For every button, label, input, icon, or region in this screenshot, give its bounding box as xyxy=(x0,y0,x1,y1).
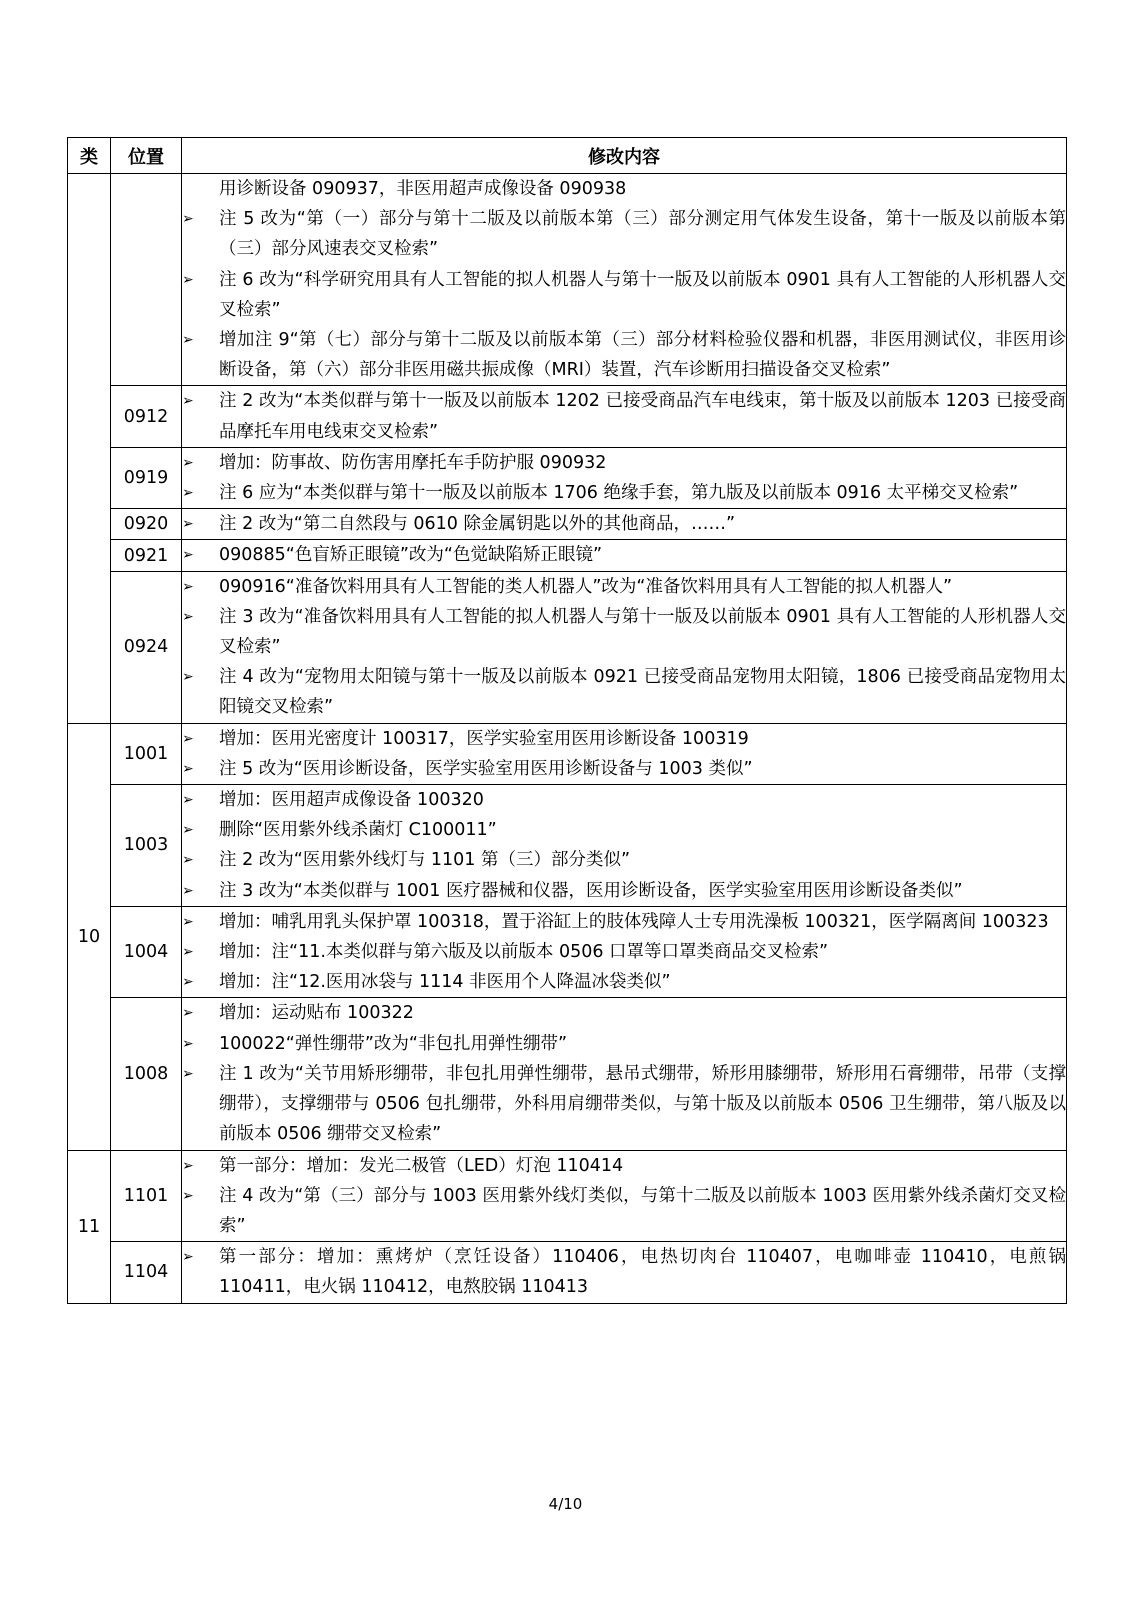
content-cell xyxy=(182,723,1067,784)
position-cell: 0924 xyxy=(111,571,182,723)
arrow-bullet-icon: ➢ xyxy=(182,332,194,349)
content-cell xyxy=(182,998,1067,1150)
arrow-bullet-icon: ➢ xyxy=(182,485,194,502)
arrow-bullet-icon: ➢ xyxy=(182,882,194,899)
list-item xyxy=(182,1242,1066,1302)
item-text: 增加：注“11.本类似群与第六版及以前版本 0506 口罩等口罩类商品交叉检索” xyxy=(219,942,829,963)
arrow-bullet-icon: ➢ xyxy=(182,1005,194,1022)
item-text: 增加：医用超声成像设备 100320 xyxy=(219,790,484,811)
amendment-table xyxy=(67,137,1067,1304)
item-text: 第一部分：增加：熏烤炉（烹饪设备）110406，电热切肉台 110407，电咖啡壶 110410，电煎锅 110411，电火锅 110412，电熬胶锅 110413 xyxy=(219,1247,1066,1298)
item-text: 注 4 改为“宠物用太阳镜与第十一版及以前版本 0921 已接受商品宠物用太阳镜，1806 已接受商品宠物用太阳镜交叉检索” xyxy=(219,667,1066,718)
item-text: 第一部分：增加：发光二极管（LED）灯泡 110414 xyxy=(219,1155,624,1176)
content-cell xyxy=(182,1242,1067,1303)
list-item xyxy=(182,265,1066,325)
table-row xyxy=(68,386,1067,447)
arrow-bullet-icon: ➢ xyxy=(182,1249,194,1266)
arrow-bullet-icon: ➢ xyxy=(182,974,194,991)
arrow-bullet-icon: ➢ xyxy=(182,792,194,809)
position-cell: 0919 xyxy=(111,447,182,508)
list-item xyxy=(182,1151,1066,1181)
content-cell xyxy=(182,1150,1067,1242)
arrow-bullet-icon: ➢ xyxy=(182,271,194,288)
position-cell: 1001 xyxy=(111,723,182,784)
arrow-bullet-icon: ➢ xyxy=(182,454,194,471)
content-cell xyxy=(182,906,1067,998)
arrow-bullet-icon: ➢ xyxy=(182,852,194,869)
list-item xyxy=(182,204,1066,264)
list-item xyxy=(182,937,1066,967)
item-text: 注 6 应为“本类似群与第十一版及以前版本 1706 绝缘手套，第九版及以前版本 0916 太平梯交叉检索” xyxy=(219,483,1019,504)
table-row xyxy=(68,447,1067,508)
table-row xyxy=(68,540,1067,571)
position-cell: 0921 xyxy=(111,540,182,571)
item-text: 增加注 9“第（七）部分与第十二版及以前版本第（三）部分材料检验仪器和机器，非医用测试仪，非医用诊断设备，第（六）部分非医用磁共振成像（MRI）装置，汽车诊断用扫描设备交叉检索” xyxy=(219,330,1066,381)
list-item xyxy=(182,602,1066,662)
item-text: 注 4 改为“第（三）部分与 1003 医用紫外线灯类似，与第十二版及以前版本 1003 医用紫外线杀菌灯交叉检索” xyxy=(219,1185,1066,1236)
list-item xyxy=(182,785,1066,815)
table-row xyxy=(68,998,1067,1150)
table-row xyxy=(68,509,1067,540)
content-cell xyxy=(182,571,1067,723)
item-text: 增加：哺乳用乳头保护罩 100318，置于浴缸上的肢体残障人士专用洗澡板 100321，医学隔离间 100323 xyxy=(219,911,1049,932)
arrow-bullet-icon: ➢ xyxy=(182,578,194,595)
list-item xyxy=(182,1029,1066,1059)
arrow-bullet-icon: ➢ xyxy=(182,393,194,410)
content-cell xyxy=(182,386,1067,447)
item-text: 增加：防事故、防伤害用摩托车手防护服 090932 xyxy=(219,452,607,473)
position-cell: 1104 xyxy=(111,1242,182,1303)
content-cell xyxy=(182,174,1067,386)
list-item xyxy=(182,1059,1066,1150)
arrow-bullet-icon: ➢ xyxy=(182,1065,194,1082)
arrow-bullet-icon: ➢ xyxy=(182,1035,194,1052)
item-text: 注 2 改为“医用紫外线灯与 1101 第（三）部分类似” xyxy=(219,850,631,871)
list-item xyxy=(182,325,1066,385)
item-text: 注 1 改为“关节用矫形绷带，非包扎用弹性绷带，悬吊式绷带，矫形用膝绷带，矫形用石膏绷带，吊带（支撑绷带），支撑绷带与 0506 包扎绷带，外科用肩绷带类似，与第十版及以前版本 0506 卫生绷带，第八版及以前版本 0506 绷带交叉检索” xyxy=(219,1063,1066,1145)
item-text: 090885“色盲矫正眼镜”改为“色觉缺陷矫正眼镜” xyxy=(219,545,603,566)
item-text: 增加：运动贴布 100322 xyxy=(219,1003,414,1024)
arrow-bullet-icon: ➢ xyxy=(182,1157,194,1174)
class-cell: 11 xyxy=(68,1150,111,1303)
content-cell xyxy=(182,785,1067,907)
continued-line: 用诊断设备 090937，非医用超声成像设备 090938 xyxy=(219,179,627,199)
arrow-bullet-icon: ➢ xyxy=(182,211,194,228)
item-text: 100022“弹性绷带”改为“非包扎用弹性绷带” xyxy=(219,1033,568,1054)
item-text: 注 2 改为“本类似群与第十一版及以前版本 1202 已接受商品汽车电线束，第十版及以前版本 1203 已接受商品摩托车用电线束交叉检索” xyxy=(219,391,1066,442)
item-text: 注 5 改为“医用诊断设备，医学实验室用医用诊断设备与 1003 类似” xyxy=(219,758,753,779)
item-text: 注 6 改为“科学研究用具有人工智能的拟人机器人与第十一版及以前版本 0901 具有人工智能的人形机器人交叉检索” xyxy=(219,269,1066,320)
header-class: 类 xyxy=(68,138,111,174)
header-position: 位置 xyxy=(111,138,182,174)
table-row xyxy=(68,1242,1067,1303)
list-item xyxy=(182,845,1066,875)
list-item xyxy=(182,754,1066,784)
arrow-bullet-icon: ➢ xyxy=(182,1187,194,1204)
list-item xyxy=(182,478,1066,508)
position-cell: 1003 xyxy=(111,785,182,907)
arrow-bullet-icon: ➢ xyxy=(182,608,194,625)
arrow-bullet-icon: ➢ xyxy=(182,913,194,930)
position-cell: 0912 xyxy=(111,386,182,447)
list-item xyxy=(182,998,1066,1028)
table-row xyxy=(68,906,1067,998)
list-item xyxy=(182,386,1066,446)
item-text: 090916“准备饮料用具有人工智能的类人机器人”改为“准备饮料用具有人工智能的拟人机器人” xyxy=(219,576,953,597)
list-item xyxy=(182,876,1066,906)
list-item xyxy=(182,724,1066,754)
header-content: 修改内容 xyxy=(182,138,1067,174)
position-cell xyxy=(111,174,182,386)
item-text: 增加：医用光密度计 100317，医学实验室用医用诊断设备 100319 xyxy=(219,728,749,749)
arrow-bullet-icon: ➢ xyxy=(182,516,194,533)
arrow-bullet-icon: ➢ xyxy=(182,760,194,777)
list-item xyxy=(182,907,1066,937)
item-text: 注 3 改为“本类似群与 1001 医疗器械和仪器，医用诊断设备，医学实验室用医用诊断设备类似” xyxy=(219,880,963,901)
page-number: 4/10 xyxy=(548,1495,583,1513)
item-text: 注 3 改为“准备饮料用具有人工智能的拟人机器人与第十一版及以前版本 0901 具有人工智能的人形机器人交叉检索” xyxy=(219,606,1066,658)
content-cell xyxy=(182,509,1067,540)
arrow-bullet-icon: ➢ xyxy=(182,944,194,961)
list-item xyxy=(182,815,1066,845)
list-item xyxy=(182,1181,1066,1241)
table-row xyxy=(68,785,1067,907)
class-cell: 10 xyxy=(68,723,111,1150)
content-cell xyxy=(182,447,1067,508)
content-cell xyxy=(182,540,1067,571)
arrow-bullet-icon: ➢ xyxy=(182,730,194,747)
position-cell: 1004 xyxy=(111,906,182,998)
list-item xyxy=(182,540,1066,570)
list-item xyxy=(182,662,1066,722)
item-text: 注 5 改为“第（一）部分与第十二版及以前版本第（三）部分测定用气体发生设备，第十一版及以前版本第（三）部分风速表交叉检索” xyxy=(219,209,1066,260)
item-text: 注 2 改为“第二自然段与 0610 除金属钥匙以外的其他商品，……” xyxy=(219,514,736,535)
table-row xyxy=(68,723,1067,784)
table-row xyxy=(68,571,1067,723)
list-item xyxy=(182,448,1066,478)
position-cell: 1101 xyxy=(111,1150,182,1242)
list-item xyxy=(182,509,1066,539)
arrow-bullet-icon: ➢ xyxy=(182,547,194,564)
class-cell xyxy=(68,174,111,724)
list-item xyxy=(182,967,1066,997)
item-text: 删除“医用紫外线杀菌灯 C100011” xyxy=(219,820,497,841)
table-header-row xyxy=(68,138,1067,174)
table-row xyxy=(68,174,1067,386)
list-item xyxy=(182,572,1066,602)
arrow-bullet-icon: ➢ xyxy=(182,669,194,686)
position-cell: 0920 xyxy=(111,509,182,540)
table-row xyxy=(68,1150,1067,1242)
arrow-bullet-icon: ➢ xyxy=(182,822,194,839)
item-text: 增加：注“12.医用冰袋与 1114 非医用个人降温冰袋类似” xyxy=(219,972,671,993)
position-cell: 1008 xyxy=(111,998,182,1150)
